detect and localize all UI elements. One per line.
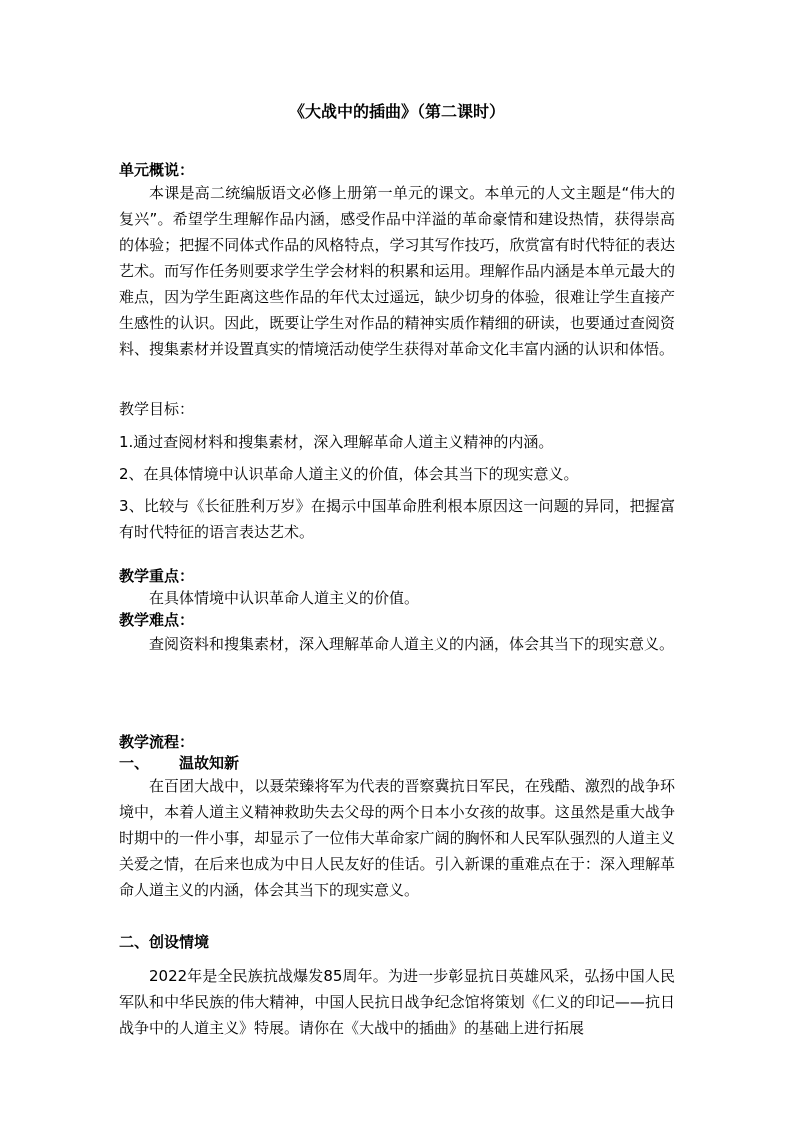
unit-overview-heading: 单元概说： (119, 161, 195, 179)
section-2-body: 2022年是全民族抗战爆发85周年。为进一步彰显抗日英雄风采，弘扬中国人民军队和中华民族的伟大精神，中国人民抗日战争纪念馆将策划《仁义的印记——抗日战争中的人道主义》特展。请你在《大战中的插曲》的基础上进行拓展 (119, 967, 675, 1037)
objective-item-1: 1.通过查阅材料和搜集素材，深入理解革命人道主义精神的内涵。 (119, 433, 554, 451)
difficulty-heading: 教学难点： (119, 611, 195, 629)
section-2-heading (119, 929, 675, 955)
process-heading: 教学流程： (119, 733, 195, 751)
objectives-heading: 教学目标： (119, 400, 195, 418)
section-1-number: 一、 (119, 754, 150, 772)
objective-item-3: 3、比较与《长征胜利万岁》在揭示中国革命胜利根本原因这一问题的异同，把握富有时代特征的语言表达艺术。 (119, 497, 675, 541)
difficulty-body: 查阅资料和搜集素材，深入理解革命人道主义的内涵，体会其当下的现实意义。 (149, 635, 675, 653)
section-1-body: 在百团大战中，以聂荣臻将军为代表的晋察冀抗日军民，在残酷、激烈的战争环境中，本着人道主义精神救助失去父母的两个日本小女孩的故事。这虽然是重大战争时期中的一件小事，却显示了一位伟大革命家广阔的胸怀和人民军队强烈的人道主义关爱之情，在后来也成为中日人民友好的佳话。引入新课的重难点在于：深入理解革命人道主义的内涵，体会其当下的现实意义。 (119, 777, 675, 899)
section-2-title: 创设情境 (149, 933, 210, 951)
unit-overview-body: 本课是高二统编版语文必修上册第一单元的课文。本单元的人文主题是“伟大的复兴”。希望学生理解作品内涵，感受作品中洋溢的革命豪情和建设热情，获得崇高的体验；把握不同体式作品的风格特点，学习其写作技巧，欣赏富有时代特征的表达艺术。而写作任务则要求学生学会材料的积累和运用。理解作品内涵是本单元最大的难点，因为学生距离这些作品的年代太过遥远，缺少切身的体验，很难让学生直接产生感性的认识。因此，既要让学生对作品的精神实质作精细的研读，也要通过查阅资料、搜集素材并设置真实的情境活动使学生获得对革命文化丰富内涵的认识和体悟。 (119, 184, 675, 358)
objective-item-2: 2、在具体情境中认识革命人道主义的价值，体会其当下的现实意义。 (119, 465, 579, 483)
document-title: 《大战中的插曲》（第二课时） (288, 102, 505, 121)
section-1-title: 温故知新 (179, 754, 240, 772)
key-point-heading: 教学重点： (119, 567, 195, 585)
section-2-number: 二、 (119, 933, 150, 951)
key-point-body: 在具体情境中认识革命人道主义的价值。 (149, 589, 420, 607)
